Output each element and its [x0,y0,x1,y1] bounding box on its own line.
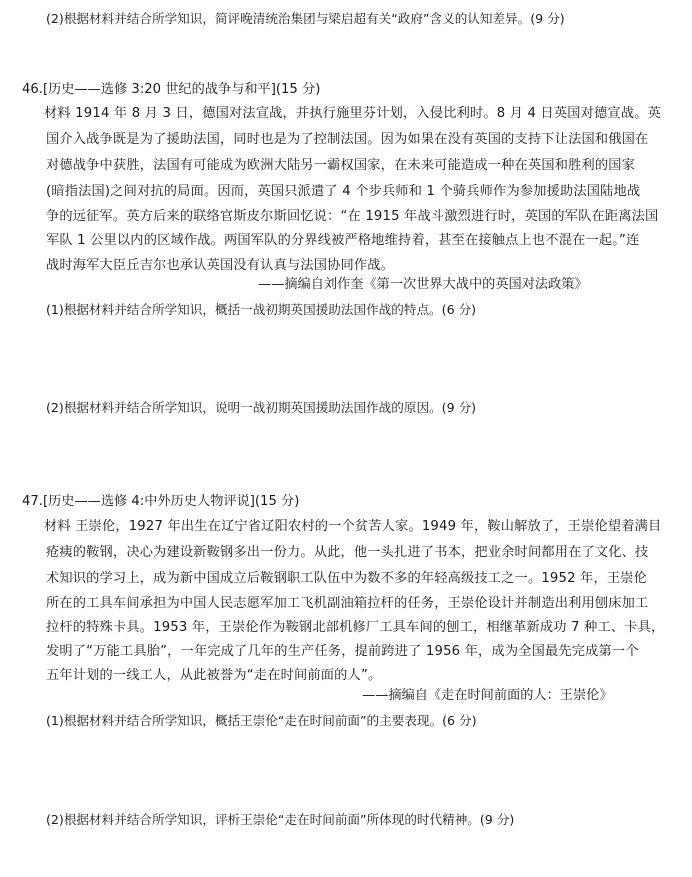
q46-material-line: (暗指法国)之间对抗的局面。因而，英国只派遣了 4 个步兵师和 1 个骑兵师作为参加援助法国陆地战 [46,184,641,199]
q46-material-line: 材料 1914 年 8 月 3 日，德国对法宣战，并执行施里芬计划，入侵比利时。8 月 4 日英国对德宣战。英 [44,106,661,121]
q47-sub-question-1: (1)根据材料并结合所学知识，概括王崇伦“走在时间前面”的主要表现。(6 分) [46,713,477,728]
q46-material-line: 战时海军大臣丘吉尔也承认英国没有认真与法国协同作战。 [46,258,395,273]
q47-material-line: 拉杆的特殊卡具。1953 年，王崇伦作为鞍钢北部机修厂工具车间的刨工，相继革新成功 7 种工、卡具， [46,620,665,635]
q46-material-line: 对德战争中获胜，法国有可能成为欧洲大陆另一霸权国家，在未来可能造成一种在英国和胜利的国家 [46,158,636,173]
q47-material-line: 五年计划的一线工人，从此被誉为“走在时间前面的人”。 [46,668,382,683]
q46-source: ——摘编自刘作奎《第一次世界大战中的英国对法政策》 [258,277,588,292]
q47-material-line: 术知识的学习上，成为新中国成立后鞍钢职工队伍中为数不多的年轻高级技工之一。1952 年，王崇伦 [46,571,648,586]
q45-sub-question-2: (2)根据材料并结合所学知识，简评晚清统治集团与梁启超有关“政府”含义的认知差异。(9 分) [46,11,565,26]
q46-sub-question-2: (2)根据材料并结合所学知识，说明一战初期英国援助法国作战的原因。(9 分) [46,400,477,415]
q47-sub-question-2: (2)根据材料并结合所学知识，评析王崇伦“走在时间前面”所体现的时代精神。(9 分) [46,812,515,827]
q47-material-line: 所在的工具车间承担为中国人民志愿军加工飞机副油箱拉杆的任务，王崇伦设计并制造出利用刨床加工 [46,596,649,611]
q46-material-line: 争的远征军。英方后来的联络官斯皮尔斯回忆说：“在 1915 年战斗激烈进行时，英国的军队在距离法国 [46,209,659,224]
q46-sub-question-1: (1)根据材料并结合所学知识，概括一战初期英国援助法国作战的特点。(6 分) [46,302,477,317]
q46-material-line: 国介入战争既是为了援助法国，同时也是为了控制法国。因为如果在没有英国的支持下让法国和俄国在 [46,132,649,147]
q46-heading: 46.[历史——选修 3:20 世纪的战争与和平](15 分) [22,82,321,97]
q47-material-line: 发明了“万能工具胎”，一年完成了几年的生产任务，提前跨进了 1956 年，成为全国最先完成第一个 [46,644,639,659]
q47-source: ——摘编自《走在时间前面的人：王崇伦》 [362,688,613,703]
q47-heading: 47.[历史——选修 4:中外历史人物评说](15 分) [22,494,300,509]
q46-material-line: 军队 1 公里以内的区域作战。两国军队的分界线被严格地维持着，甚至在接触点上也不混在一起。”连 [46,233,640,248]
q47-material-line: 疮痍的鞍钢，决心为建设新鞍钢多出一份力。从此，他一头扎进了书本，把业余时间都用在了文化、技 [46,545,649,560]
q47-material-line: 材料 王崇伦，1927 年出生在辽宁省辽阳农村的一个贫苦人家。1949 年，鞍山解放了，王崇伦望着满目 [44,519,662,534]
